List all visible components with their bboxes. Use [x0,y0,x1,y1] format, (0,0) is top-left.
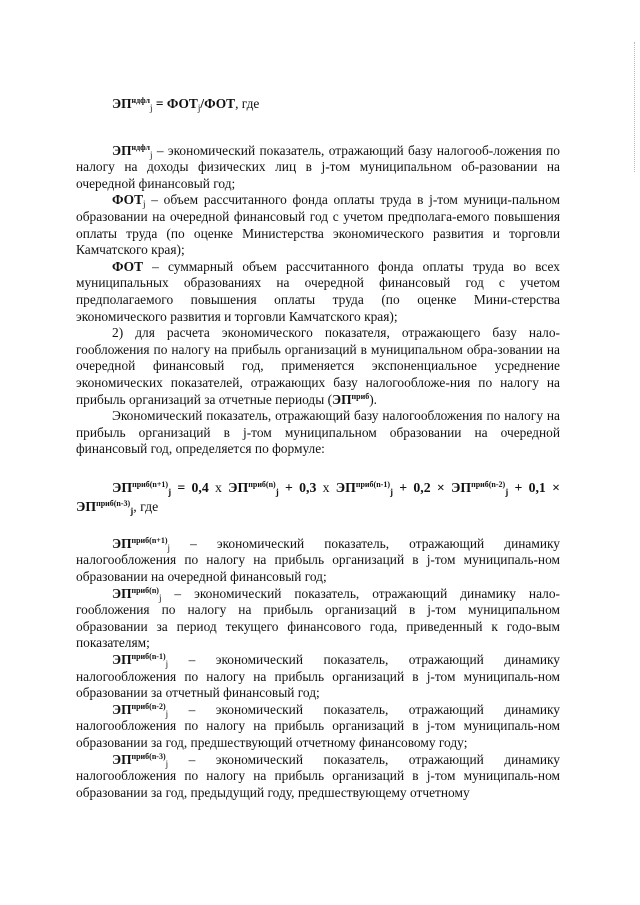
formula-term-4-sub: j [505,486,509,497]
formula-term-3-sub: j [389,486,393,497]
definition-symbol-sup: приб(n-1) [131,652,166,662]
definition-text: – объем рассчитанного фонда оплаты труда в j-том муници-пальном образовании на очередной финансовый год с учетом предполага-емого повышения оплаты труда (по оценке Министерства экономического развития и торговли Камчатского края); [76,192,560,258]
formula-term-4-sup: приб(n-2) [471,479,506,489]
definition-ep-prib-n-plus-1 [76,536,560,586]
formula-multiply-1: x [215,479,222,495]
definition-symbol-sup: приб(n) [131,585,159,595]
formula-term-3-sup: приб(n-1) [355,479,390,489]
definition-ep-prib-n-minus-3 [76,752,560,802]
list-item-text: 2) для расчета экономического показателя, отражающего базу нало-гообложения по налогу на прибыль организаций в муниципальном обра-зовании на очередной финансовый год, применяется экспоненциальное усреднение экономических показателей, отражающих базу налогообложе-ния по налогу на прибыль организаций за отчетные периоды ( [76,325,560,407]
definition-fot-total [76,259,560,325]
formula-multiply-2: x [322,479,330,495]
definition-text: – экономический показатель, отражающий базу налогооб-ложения по налогу на доходы физических лиц в j-том муниципальном об-разовании на очередной финансовый год; [76,142,560,191]
paragraph-formula-intro [76,408,560,458]
definition-text: – экономический показатель, отражающий динамику налогообложения по налогу на прибыль организаций в j-том муниципаль-ном образовании за год, предшествующий отчетному финансовому году; [76,701,560,750]
formula-ndfl-lhs-sup: ндфл [131,96,150,105]
definition-symbol-sup: приб(n-3) [131,751,166,761]
formula-term-5-sup: приб(n-3) [96,498,131,508]
formula-tail: , где [133,498,159,514]
scan-edge-mark [634,42,637,172]
definition-symbol: ФОТ [112,258,144,274]
list-item-end: ). [369,391,378,407]
definition-symbol-sub: j [158,592,162,603]
formula-term-3: ЭП [329,479,356,495]
definition-symbol: ЭП [112,585,132,601]
formula-ndfl-lhs-sub: j [149,103,153,113]
formula-term-1-sup: приб(n+1) [132,479,169,489]
definition-symbol-sub: j [149,149,153,160]
definition-symbol: ЭП [112,652,132,668]
definition-text: – экономический показатель, отражающий динамику налогообложения по налогу на прибыль организаций в j-том муниципаль-ном образовании на очередной финансовый год; [76,535,560,585]
definition-ep-prib-n-minus-1 [76,652,560,702]
formula-plus-2: + 0,2 × [392,479,451,495]
definition-symbol-sub: j [165,758,169,769]
formula-term-2-sub: j [275,486,279,497]
formula-term-5-sub: j [130,505,134,516]
definition-symbol-sup: приб(n-2) [131,701,166,711]
definition-text: – экономический показатель, отражающий динамику налогообложения по налогу на прибыль организаций в j-том муниципаль-ном образовании за отчетный финансовый год; [76,652,560,701]
formula-ndfl-tail: , где [235,96,260,111]
definition-ep-prib-n [76,586,560,652]
formula-ndfl-rhs2: /ФОТ [200,96,236,111]
definition-symbol-sup: приб(n+1) [131,535,168,545]
definition-ep-prib-n-minus-2 [76,702,560,752]
formula-ndfl-lhs: ЭП [112,96,132,111]
definition-symbol: ЭП [112,701,132,717]
formula-plus-1: + 0,3 [278,479,323,495]
formula-ndfl-rhs-sub: j [197,103,201,113]
definition-symbol-sub: j [165,659,169,670]
definition-symbol: ЭП [112,142,132,158]
definition-symbol: ЭП [112,751,132,767]
formula-term-4: ЭП [451,479,472,495]
formula-term-1-sub: j [168,486,172,497]
definition-text: – экономический показатель, отражающий динамику нало-гообложения по налогу на прибыль организаций в j-том муниципальном образовании за период текущего финансового года, приведенный к годо-вым показателям; [76,585,560,651]
definition-ep-ndfl [76,143,560,193]
definition-fot-j [76,192,560,258]
document-body [76,96,560,801]
definition-symbol-sub: j [143,199,146,210]
definition-text: – суммарный объем рассчитанного фонда оплаты труда во всех муниципальных образованиях на очередной финансовый год с учетом предполагаемого повышения оплаты труда (по оценке Мини-стерства экономического развития и торговли Камчатского края); [76,258,560,324]
list-item-symbol: ЭП [332,391,352,407]
definition-symbol: ФОТ [112,192,144,208]
formula-term-1: ЭП [112,479,133,495]
formula-ndfl-eq: = [152,96,167,111]
list-item-symbol-sup: приб [351,391,370,401]
formula-term-2: ЭП [221,479,249,495]
formula-prib [76,478,560,516]
definition-text: – экономический показатель, отражающий динамику налогообложения по налогу на прибыль организаций в j-том муниципаль-ном образовании за год, предыдущий году, предшествующему отчетному [76,751,560,800]
definition-symbol-sup: ндфл [131,142,150,152]
definition-symbol-sub: j [167,542,171,553]
formula-ndfl-rhs: ФОТ [166,96,198,111]
definition-symbol: ЭП [112,535,132,551]
formula-term-2-sup: приб(n) [248,479,276,489]
formula-ndfl [76,96,560,113]
formula-term-5: ЭП [76,498,97,514]
paragraph-text: Экономический показатель, отражающий базу налогообложения по налогу на прибыль организаций в j-том муниципальном образовании на очередной финансовый год, определяется по формуле: [76,408,560,457]
formula-plus-3: + 0,1 × [508,479,560,495]
definition-symbol-sub: j [165,708,169,719]
formula-eq-coef: = 0,4 [171,479,215,495]
list-item-2 [76,325,560,408]
